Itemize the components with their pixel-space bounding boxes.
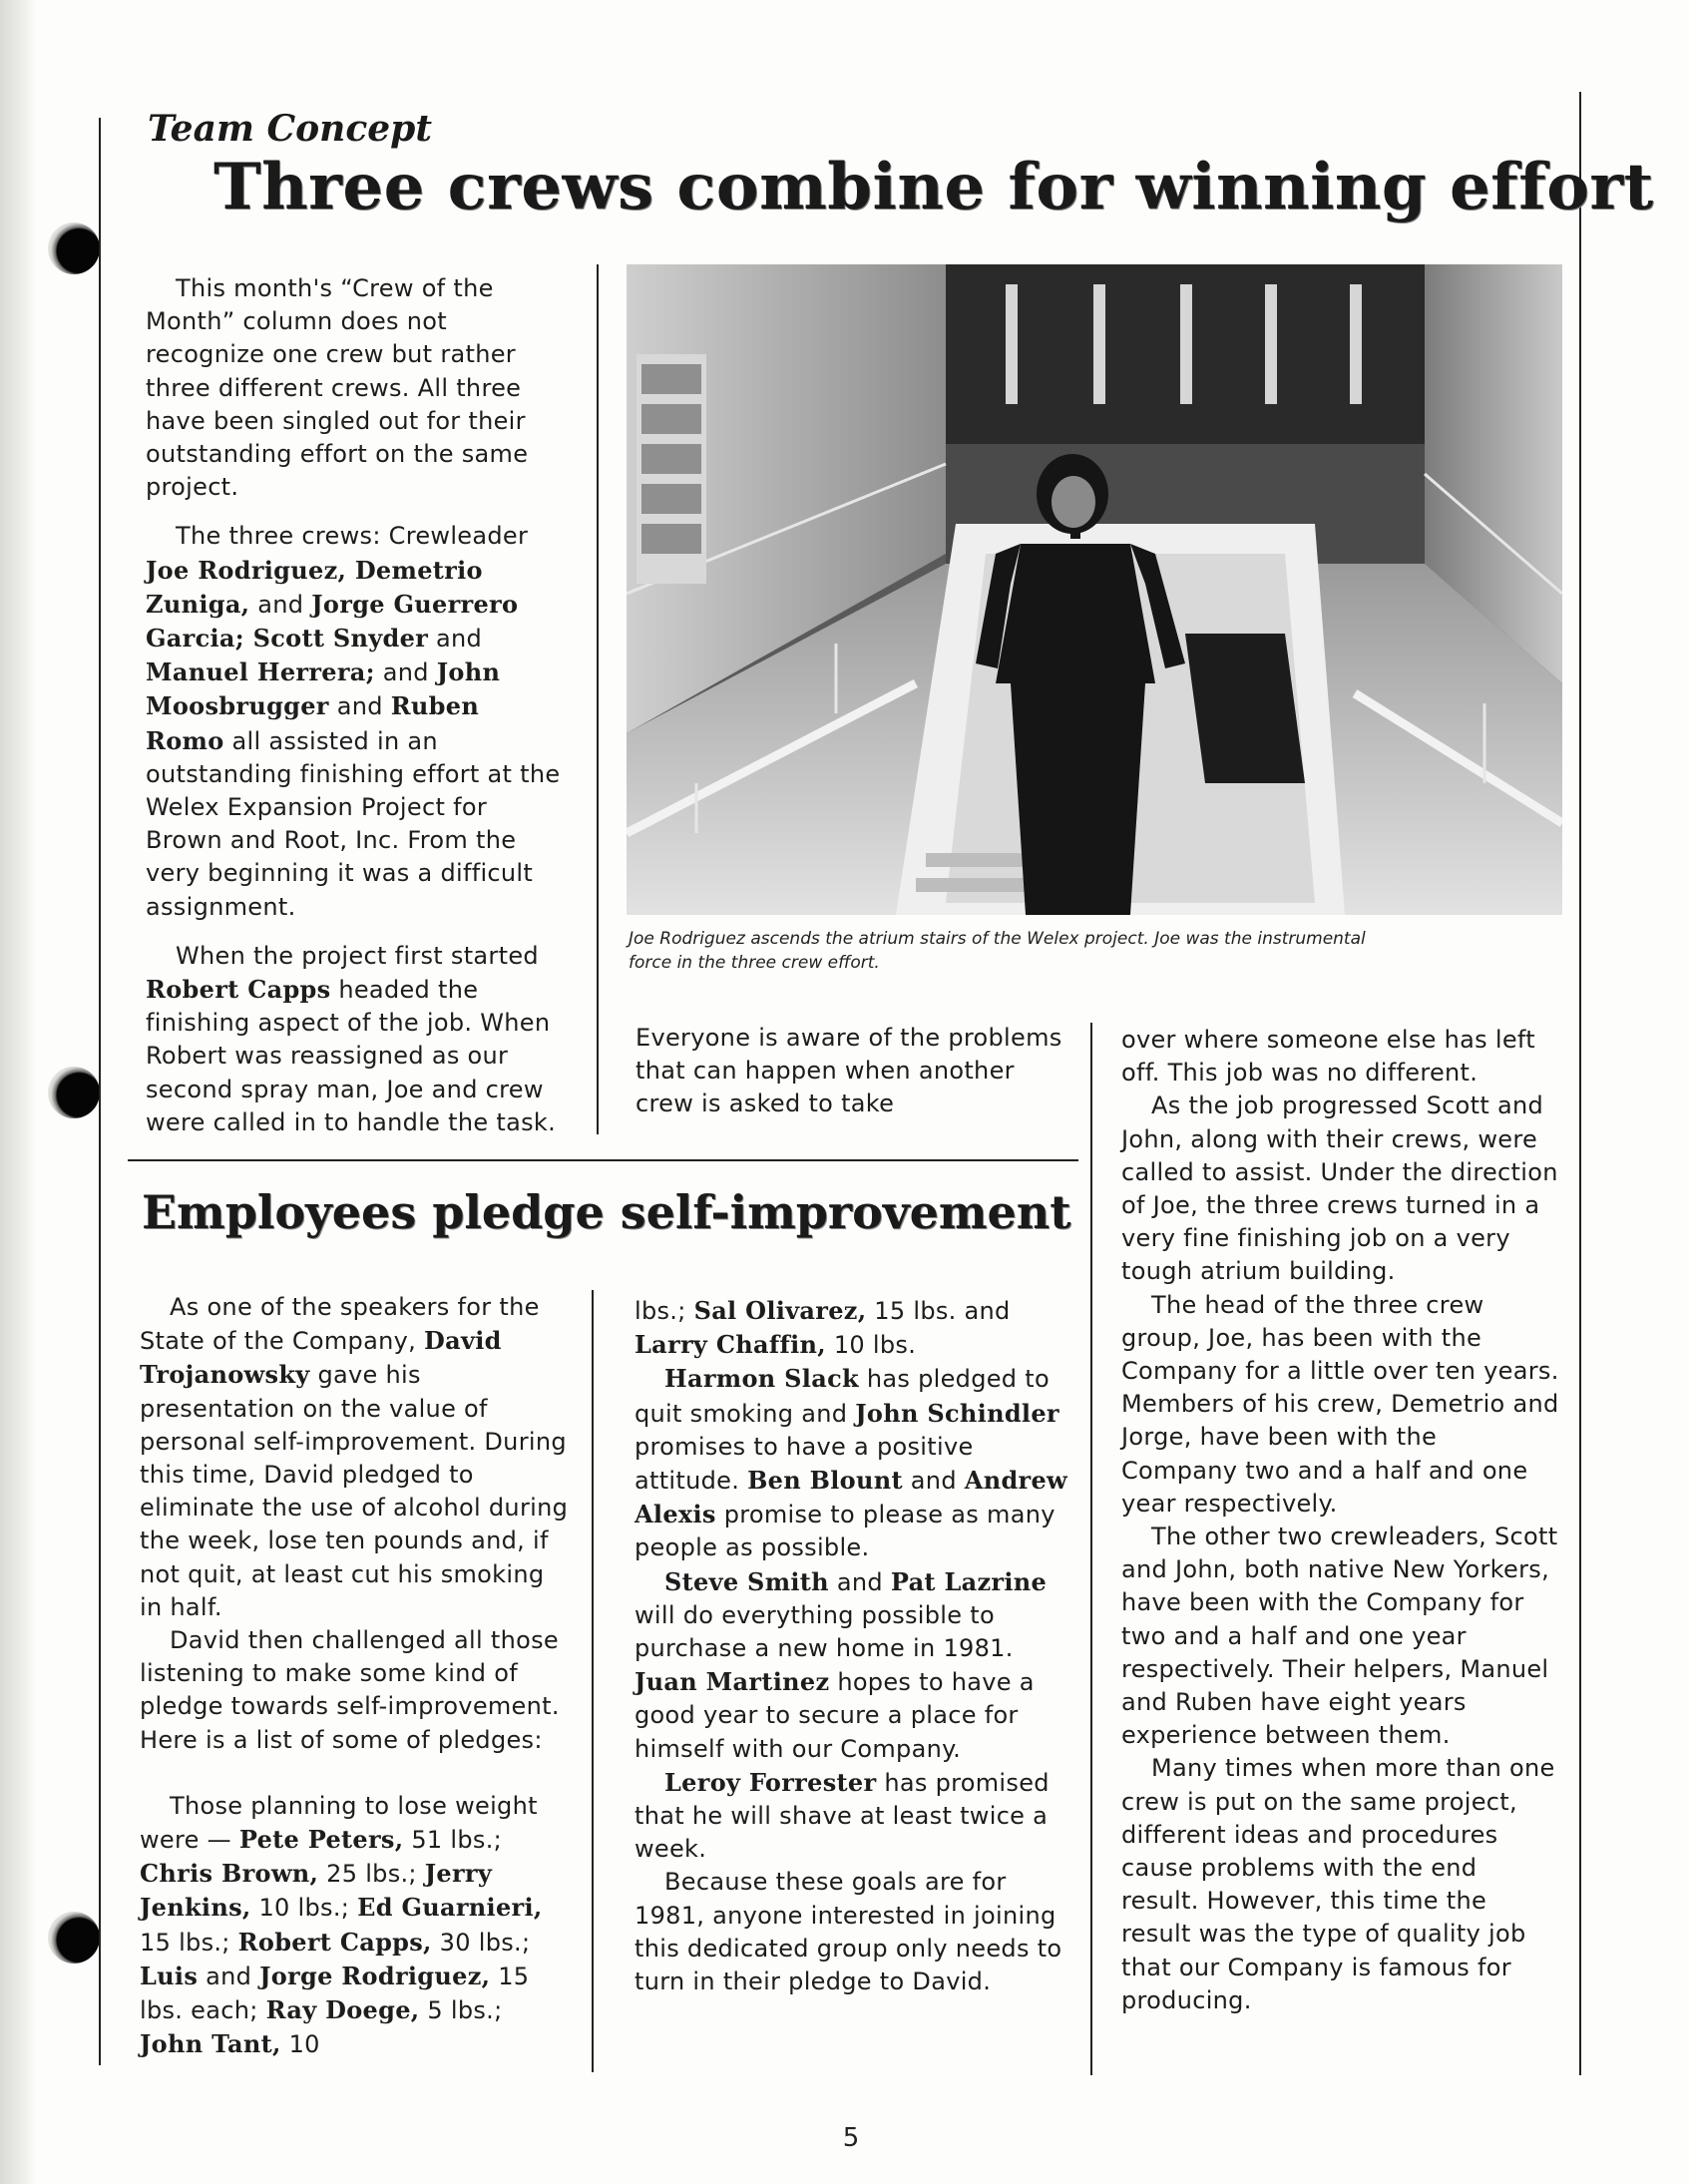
photo-caption: Joe Rodriguez ascends the atrium stairs of the Welex project. Joe was the instrumental force in the three crew effort. [629,929,1366,973]
column-divider-right [1090,1023,1092,2075]
paragraph: The three crews: Crewleader Joe Rodriguez, Demetrio Zuniga, and Jorge Guerrero Garcia; Scott Snyder and Manuel Herrera; and John Moosbrugger and Ruben Romo all assisted in an outstanding finishing effort at the Welex Expansion Project for Brown and Root, Inc. From the very beginning it was a difficult assignment. [146,522,561,921]
binder-hole-bottom [48,1912,100,1964]
paragraph: As one of the speakers for the State of the Company, David Trojanowsky gave his presentation on the value of personal self-improvement. During this time, David pledged to eliminate the use of alcohol during the week, lose ten pounds and, if not quit, at least cut his smoking in half. [140,1293,569,1621]
article2-column-2 [634,1294,1073,1998]
article1-column-3 [1121,1024,1560,2017]
binder-hole-middle [48,1067,100,1118]
column-divider-bottom [592,1290,594,2072]
paragraph: The other two crewleaders, Scott and John, both native New Yorkers, have been with the Company for two and a half and one year respectively. Their helpers, Manuel and Ruben have eight years experience between them. [1121,1523,1558,1750]
paragraph: When the project first started Robert Capps headed the finishing aspect of the job. When Robert was reassigned as our second spray man, Joe and crew were called in to handle the task. [146,941,557,1136]
paragraph: Those planning to lose weight were — Pete Peters, 51 lbs.; Chris Brown, 25 lbs.; Jerry Jenkins, 10 lbs.; Ed Guarnieri, 15 lbs.; Robert Capps, 30 lbs.; Luis and Jorge Rodriguez, 15 lbs. each; Ray Doege, 5 lbs.; John Tant, 10 [140,1791,543,2059]
paragraph: David then challenged all those listening to make some kind of pledge towards self-improvement. Here is a list of some of pledges: [140,1626,560,1754]
left-margin-rule [99,118,101,2065]
atrium-stairs-photo [627,264,1562,915]
article-separator-rule [128,1159,1078,1161]
binder-hole-top [48,222,100,274]
page-number: 5 [842,2123,860,2153]
article2-column-1 [140,1291,569,2061]
scan-edge-shadow [0,0,36,2184]
paragraph: As the job progressed Scott and John, along with their crews, were called to assist. Under the direction of Joe, the three crews turned in a very fine finishing job on a very tough atrium building. [1121,1092,1558,1286]
paragraph: This month's “Crew of the Month” column does not recognize one crew but rather three different crews. All three have been singled out for their outstanding effort on the same project. [146,274,529,502]
column-divider-top [597,264,599,1134]
article2-headline: Employees pledge self-improvement [142,1185,1071,1239]
article-headline: Three crews combine for winning effort [213,150,1654,224]
article-kicker: Team Concept [148,108,432,150]
article1-column-2 [635,1022,1074,1121]
photo-illustration [627,264,1562,915]
paragraph: Steve Smith and Pat Lazrine will do everything possible to purchase a new home in 1981. Juan Martinez hopes to have a good year to secure a place for himself with our Company. [634,1566,1048,1763]
right-margin-rule [1579,92,1581,2075]
paragraph: Everyone is aware of the problems that can happen when another crew is asked to take [635,1024,1062,1118]
paragraph: Because these goals are for 1981, anyone interested in joining this dedicated group only needs to turn in their pledge to David. [634,1868,1062,1996]
paragraph: over where someone else has left off. This job was no different. [1121,1026,1535,1088]
paragraph: Leroy Forrester has promised that he will shave at least twice a week. [634,1767,1050,1864]
paragraph: lbs.; Sal Olivarez, 15 lbs. and Larry Chaffin, 10 lbs. [634,1296,1011,1360]
paragraph: Harmon Slack has pledged to quit smoking and John Schindler promises to have a positive attitude. Ben Blount and Andrew Alexis promise to please as many people as possible. [634,1364,1068,1562]
paragraph: Many times when more than one crew is put on the same project, different ideas and procedures cause problems with the end result. However, this time the result was the type of quality job that our Company is famous for producing. [1121,1754,1555,2014]
paragraph: The head of the three crew group, Joe, has been with the Company for a little over ten years. Members of his crew, Demetrio and Jorge, have been with the Company two and a half and one year respectively. [1121,1290,1559,1518]
article1-column-1 [146,272,565,1139]
